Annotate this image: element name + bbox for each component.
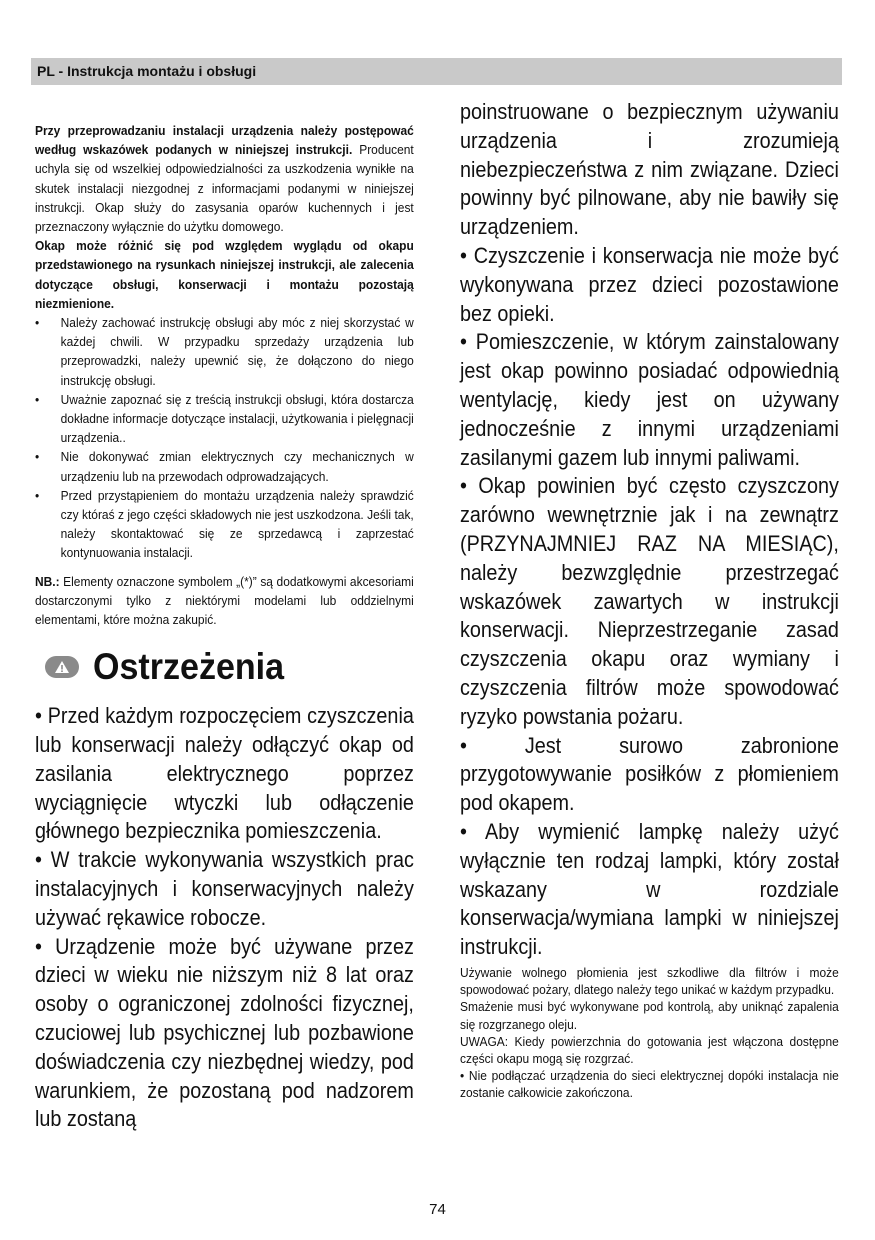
appearance-notice: Okap może różnić się pod względem wyglądu od okapu przedstawionego na rysunkach niniejszej instrukcji, ale zalecenia dotyczące obsługi, konserwacji i montażu pozostają niezmienione. (35, 239, 414, 311)
left-column (35, 122, 414, 1134)
intro-section (35, 122, 414, 630)
small-notes (460, 965, 839, 1103)
header-title: PL - Instrukcja montażu i obsługi (37, 63, 257, 79)
list-item (35, 487, 414, 564)
warning-paragraph: • Czyszczenie i konserwacja nie może być wykonywana przez dzieci pozostawione bez opieki. (460, 242, 839, 326)
list-item (35, 314, 414, 391)
list-item (35, 391, 414, 449)
bullet: • (35, 488, 40, 503)
page-header (31, 58, 842, 85)
list-item-text: Uważnie zapoznać się z treścią instrukcji obsługi, która dostarcza dokładne informacje dotyczące instalacji, użytkowania i pielęgnacji urządzenia.. (60, 392, 414, 446)
list-item-text: Nie dokonywać zmian elektrycznych czy mechanicznych w urządzeniu lub na przewodach odprowadzających. (60, 450, 414, 484)
bullet: • (35, 316, 40, 331)
bullet: • (35, 392, 40, 407)
warning-triangle-icon-shape (54, 660, 70, 674)
small-note: • Nie podłączać urządzenia do sieci elektrycznej dopóki instalacja nie zostanie całkowicie zakończona. (460, 1069, 839, 1101)
warning-paragraph: • W trakcie wykonywania wszystkich prac instalacyjnych i konserwacyjnych należy używać rękawice robocze. (35, 847, 414, 930)
right-column (460, 98, 839, 1103)
intro-bold-text: Przy przeprowadzaniu instalacji urządzenia należy postępować według wskazówek podanych w niniejszej instrukcji. (35, 124, 414, 158)
warnings-left (35, 702, 414, 1134)
nb-label: NB.: (35, 574, 60, 589)
instruction-list (35, 314, 414, 564)
list-item-text: Należy zachować instrukcję obsługi aby móc z niej skorzystać w każdej chwili. W przypadku sprzedaży urządzenia lub przeprowadzki, należy upewnić się, że dołączono do niego instrukcję obsługi. (60, 316, 414, 388)
warning-paragraph: • Pomieszczenie, w którym zainstalowany jest okap powinno posiadać odpowiednią wentylację, kiedy jest on używany jednocześnie z innymi urządzeniami zasilanymi gazem lub innymi paliwami. (460, 329, 839, 470)
bullet: • (35, 450, 40, 465)
warning-paragraph: • Przed każdym rozpoczęciem czyszczenia lub konserwacji należy odłączyć okap od zasilania elektrycznego poprzez wyciągnięcie wtyczki lub odłączenie głównego bezpiecznika pomieszczenia. (35, 703, 414, 844)
warning-paragraph: poinstruowane o bezpiecznym używaniu urządzenia i zrozumieją niebezpieczeństwa z nim związane. Dzieci powinny być pilnowane, aby nie bawiły się urządzeniem. (460, 99, 839, 240)
warnings-heading (35, 642, 414, 692)
small-note: Smażenie musi być wykonywane pod kontrolą, aby uniknąć zapalenia się rozgrzanego oleju. (460, 1000, 839, 1032)
list-item-text: Przed przystąpieniem do montażu urządzenia należy sprawdzić czy któraś z jego części składowych nie jest uszkodzona. Jeśli tak, należy skontaktować się ze sprzedawcą i zaprzestać kontynuowania instalacji. (60, 488, 414, 561)
warnings-right (460, 98, 839, 962)
nb-text: Elementy oznaczone symbolem „(*)” są dodatkowymi akcesoriami dostarczonymi tylko z niektórymi modelami lub oddzielnymi elementami, które można zakupić. (35, 574, 414, 628)
intro-paragraph (35, 122, 414, 237)
intro-text: Producent uchyla się od wszelkiej odpowiedzialności za uszkodzenia wynikłe na skutek instalacji niezgodnej z informacjami podanymi w niniejszej instrukcji. Okap służy do zasysania oparów kuchennych i jest przeznaczony wyłącznie do użytku domowego. (35, 143, 414, 235)
page-number: 74 (429, 1201, 446, 1218)
warning-paragraph: • Okap powinien być często czyszczony zarówno wewnętrznie jak i na zewnątrz (PRZYNAJMNIEJ RAZ NA MIESIĄC), należy bezwzględnie przestrzegać wskazówek zawartych w instrukcji konserwacji. Nieprzestrzeganie zasad czyszczenia okapu oraz wymiany i czyszczenia filtrów może spowodować ryzyko powstania pożaru. (460, 473, 839, 729)
list-item (35, 448, 414, 486)
warning-paragraph: • Urządzenie może być używane przez dzieci w wieku nie niższym niż 8 lat oraz osoby o ograniczonej zdolności fizycznej, czuciowej lub psychicznej lub pozbawione doświadczenia czy niezbędnej wiedzy, pod warunkiem, że pozostaną pod nadzorem lub zostaną (35, 933, 414, 1132)
warning-triangle-icon (45, 656, 79, 678)
nb-note (35, 573, 414, 631)
small-note: UWAGA: Kiedy powierzchnia do gotowania jest włączona dostępne części okapu mogą się rozgrzać. (460, 1034, 839, 1066)
warning-paragraph: • Jest surowo zabronione przygotowywanie posiłków z płomieniem pod okapem. (460, 732, 839, 816)
small-note: Używanie wolnego płomienia jest szkodliwe dla filtrów i może spowodować pożary, dlatego należy tego unikać w każdym przypadku. (460, 965, 839, 998)
warnings-title: Ostrzeżenia (93, 646, 285, 688)
warning-paragraph: • Aby wymienić lampkę należy użyć wyłącznie ten rodzaj lampki, który został wskazany w rozdziale konserwacja/wymiana lampki w niniejszej instrukcji. (460, 818, 839, 960)
